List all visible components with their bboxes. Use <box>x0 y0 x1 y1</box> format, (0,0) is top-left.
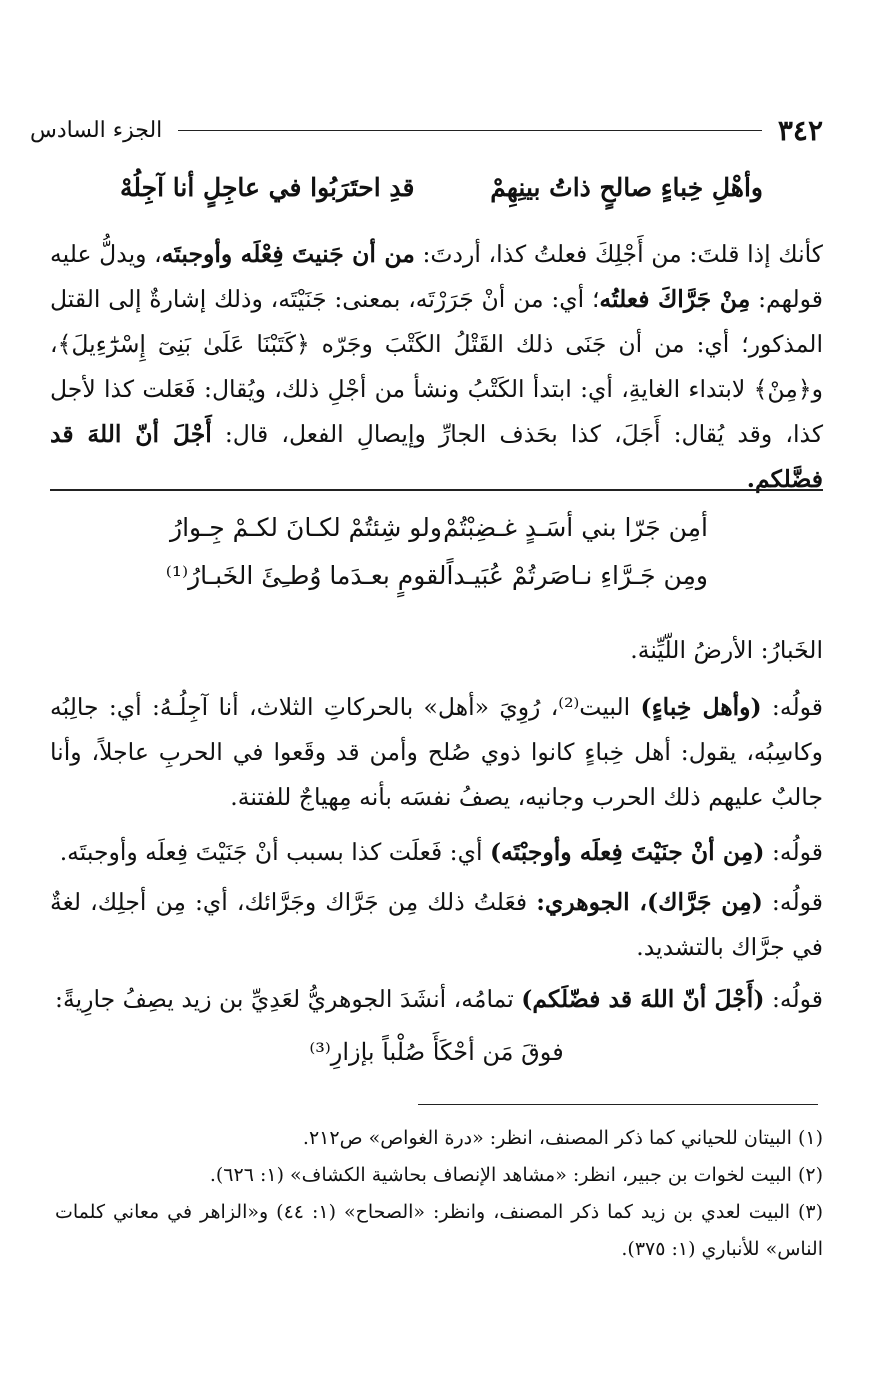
commentary-paragraph <box>50 685 823 820</box>
text-run: كأنك إذا قلتَ: من أَجْلِكَ فعلتُ كذا، أردتَ: <box>414 240 823 268</box>
commentary-paragraph <box>50 977 823 1022</box>
commentary-verse-line-2 <box>60 561 818 590</box>
commentary-paragraph <box>50 830 823 875</box>
verse-hemistich-left: لقومٍ بعـدَما وُطـِئَ الخَبـارُ⁽¹⁾ <box>165 561 447 590</box>
page-number: ٣٤٢ <box>777 113 823 147</box>
footnote: (٢) البيت لخوات بن جبير، انظر: «مشاهد الإنصاف بحاشية الكشاف» (١: ٦٢٦). <box>209 1164 823 1186</box>
text-run-bold: (مِن أنْ جنَيْتَ فِعلَه وأوجبْتَه) <box>489 838 765 866</box>
gloss-line: الخَبارُ: الأرضُ اللّيِّنة. <box>630 636 823 664</box>
footnote: (٣) البيت لعدي بن زيد كما ذكر المصنف، وانظر: «الصحاح» (١: ٤٤) و«الزاهر في معاني كلمات الناس» للأنباري (١: ٣٧٥). <box>55 1201 824 1260</box>
quoted-hemistich: فوقَ مَن أحْكَأَ صُلْباً بإزارِ⁽³⁾ <box>309 1038 564 1066</box>
quran-quote: ﴿كَتَبْنَا عَلَىٰ بَنِىٓ إِسْرَٰٓءِيلَ﴾ <box>57 330 310 358</box>
page-header <box>30 110 823 150</box>
text-run: ، ويدلُّ عليه قولهم: <box>50 240 823 313</box>
running-title: الجزء السادس <box>30 117 163 143</box>
quran-quote: ﴿مِنْ﴾ <box>753 375 812 403</box>
section-divider <box>50 489 823 491</box>
text-run: ، و <box>50 330 823 403</box>
text-run: أي: فَعلَت كذا بسبب أنْ جَنَيْتَ فِعلَه وأوجبتَه. <box>59 838 490 866</box>
footnotes <box>55 1120 823 1268</box>
text-run: البيت⁽²⁾، رُوِيَ «أهل» بالحركاتِ الثلاث، أنا آجِلُـهُ: أي: جالِبُه وكاسِبُه، يقول: أهل خِباءٍ كانوا ذوي صُلح وأمن قد وقَعوا في الحربِ عاجلاً، وأنا جالبٌ عليهم ذلك الحرب وجانيه، يصفُ نفسَه بأنه مِهياجٌ للفتنة. <box>50 693 823 811</box>
text-run: لابتداء الغايةِ، أي: ابتدأ الكَتْبُ ونشأ من أجْلِ ذلك، ويُقال: فَعَلت كذا لأجل كذا، وقد يُقال: أَجَلَ، كذا بحَذف الجارِّ وإيصالِ الفعل، قال: <box>50 375 824 448</box>
verse-line-top <box>60 173 818 202</box>
text-run: قولُه: <box>761 693 823 721</box>
verse-hemistich-left: قدِ احتَرَبُوا في عاجِلٍ أنا آجِلُهْ <box>120 173 415 202</box>
verse-hemistich-left: ولو شِئتُمْ لكـانَ لكـمْ جِـوارُ <box>170 513 442 542</box>
footnote-divider <box>418 1104 818 1105</box>
verse-hemistich-right: أمِن جَرّا بني أسَـدٍ غـضِبْتُمْ <box>443 513 708 542</box>
text-run: تمامُه، أنشَدَ الجوهريُّ لعَدِيِّ بن زيد يصِفُ جارِيةً: <box>55 985 522 1013</box>
text-run-bold: (أَجْلَ أنّ اللهَ قد فضّلَكم) <box>521 985 765 1013</box>
text-run: قولُه: <box>762 888 823 916</box>
commentary-paragraph <box>50 880 823 970</box>
header-rule <box>178 130 762 131</box>
verse-hemistich-right: وأهْلِ خِباءٍ صالحٍ ذاتُ بينِهِمْ <box>490 173 763 202</box>
text-run: فعَلتُ ذلك مِن جَرَّاك وجَرَّائك، أي: مِن أجلِك، لغةٌ في جرَّاك بالتشديد. <box>50 888 823 961</box>
text-run: قولُه: <box>764 985 823 1013</box>
text-run-bold: أَجْلَ أنّ اللهَ قد فضَّلكم. <box>50 420 823 493</box>
commentary-verse-line-1 <box>60 513 818 542</box>
text-run-bold: (مِن جَرَّاك)، الجوهري: <box>536 888 763 916</box>
footnote: (١) البيتان للحياني كما ذكر المصنف، انظر: «درة الغواص» ص٢١٢. <box>302 1127 823 1149</box>
text-run: قولُه: <box>764 838 823 866</box>
text-run-bold: (وأهل خِباءٍ) <box>640 693 762 721</box>
text-run-bold: من أن جَنيتَ فِعْلَه وأوجبتَه <box>161 240 415 268</box>
main-commentary-text <box>50 232 823 502</box>
text-run: ؛ أي: من أنْ جَرَرْتَه، بمعنى: جَنَيْتَه، وذلك إشارةٌ إلى القتل المذكور؛ أي: من أن جَنَى ذلك القَتْلُ الكَتْبَ وجَرّه <box>50 285 823 358</box>
text-run-bold: مِنْ جَرَّاكَ فعلتُه <box>599 285 751 313</box>
verse-hemistich-right: ومِن جَـرَّاءِ نـاصَرتُمْ عُبَيـداً <box>446 561 708 590</box>
